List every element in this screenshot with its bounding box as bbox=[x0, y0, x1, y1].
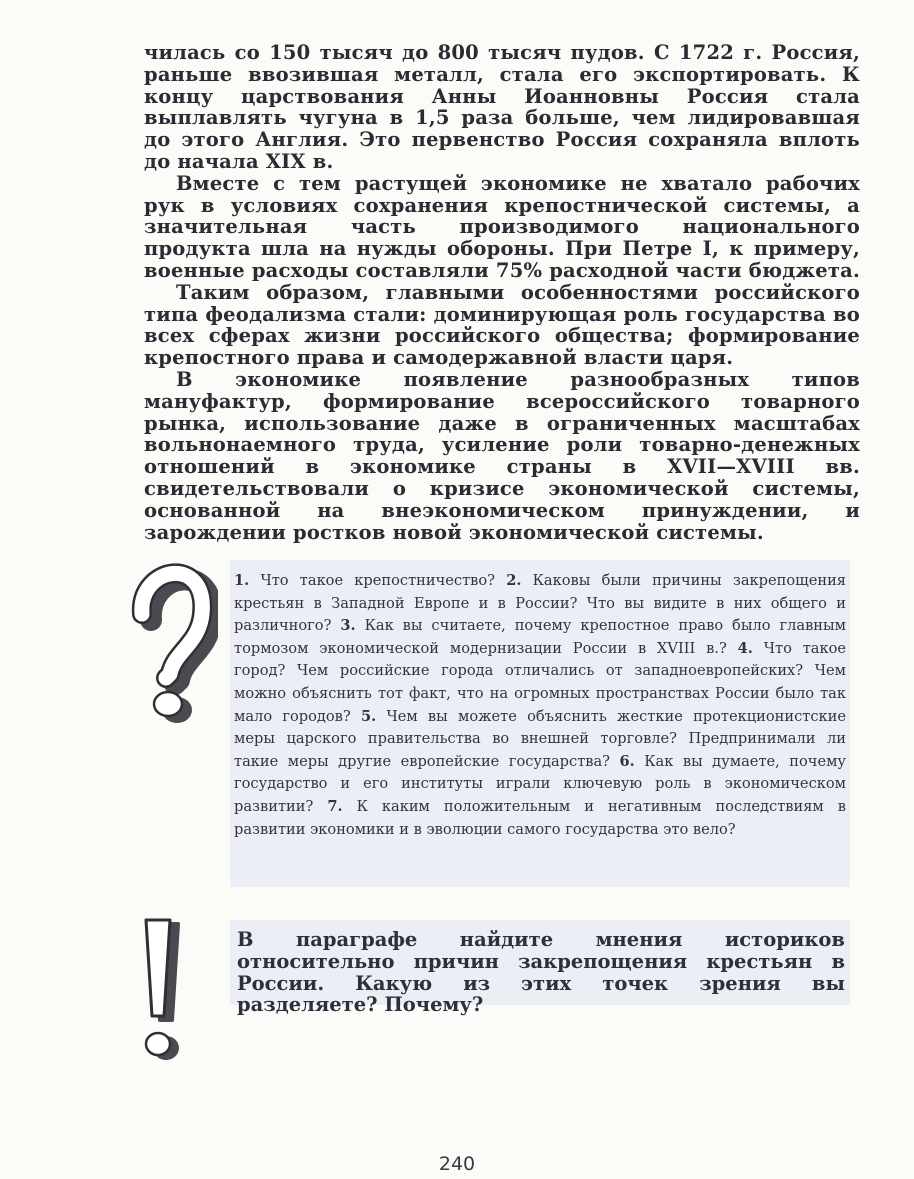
paragraph: Таким образом, главными особенностями российского типа феодализма стали: доминирующая роль государства во всех сферах жизни российского общества; формирование крепостного права и самодержавной власти царя. bbox=[144, 280, 860, 370]
question: К каким положительным и негативным последствиям в развитии экономики и в эволюции самого государства это вело? bbox=[234, 797, 846, 838]
question: Как вы думаете, почему государство и его институты играли ключевую роль в экономическом развитии? bbox=[234, 752, 847, 815]
question-number: 4. bbox=[737, 639, 753, 657]
question-number: 7. bbox=[327, 797, 343, 815]
question-mark-icon bbox=[128, 556, 218, 726]
question-number: 6. bbox=[619, 752, 635, 770]
paragraph: Вместе с тем растущей экономике не хватало рабочих рук в условиях сохранения крепостнической системы, а значительная часть производимого национального продукта шла на нужды обороны. При Петре I, к примеру, военные расходы составляли 75% расходной части бюджета. bbox=[144, 171, 861, 282]
main-text bbox=[144, 42, 860, 543]
paragraph: В экономике появление разнообразных типов мануфактур, формирование всероссийского товарного рынка, использование даже в ограниченных масштабах вольнонаемного труда, усиление роли товарно-денежных отношений в экономике страны в XVII—XVIII вв. свидетельствовали о кризисе экономической системы, основанной на внеэкономическом принуждении, и зарождении ростков новой экономической системы. bbox=[144, 367, 860, 544]
exercise-task: В параграфе найдите мнения историков относительно причин закрепощения крестьян в России. Какую из этих точек зрения вы разделяете? Почему? bbox=[237, 928, 845, 1017]
question: Что такое город? Чем российские города отличались от западноевропейских? Чем можно объяснить тот факт, что на огромных пространствах России было так мало городов? bbox=[234, 639, 847, 725]
exercise-text bbox=[237, 929, 845, 1016]
exclamation-mark-icon bbox=[134, 912, 194, 1072]
question-number: 2. bbox=[506, 572, 522, 589]
question: Что такое крепостничество? bbox=[260, 572, 495, 589]
question: Каковы были причины закрепощения крестьян в Западной Европе и в России? Что вы видите в них общего и различного? bbox=[234, 572, 847, 635]
question-number: 1. bbox=[234, 572, 250, 589]
paragraph: чилась со 150 тысяч до 800 тысяч пудов. С 1722 г. Россия, раньше ввозившая металл, стала его экспортировать. К концу царствования Анны Иоанновны Россия стала выплавлять чугуна в 1,5 раза больше, чем лидировавшая до этого Англия. Это первенство Россия сохраняла вплоть до начала XIX в. bbox=[144, 41, 860, 173]
question-number: 3. bbox=[340, 617, 356, 635]
question: Чем вы можете объяснить жесткие протекционистские меры царского правительства во внешней торговле? Предпринимали ли такие меры другие европейские государства? bbox=[234, 707, 847, 770]
question: Как вы считаете, почему крепостное право было главным тормозом экономической модернизации России в XVIII в.? bbox=[234, 617, 846, 657]
page-number: 240 bbox=[438, 1153, 476, 1175]
question-number: 5. bbox=[360, 707, 377, 725]
questions-text bbox=[234, 570, 846, 841]
